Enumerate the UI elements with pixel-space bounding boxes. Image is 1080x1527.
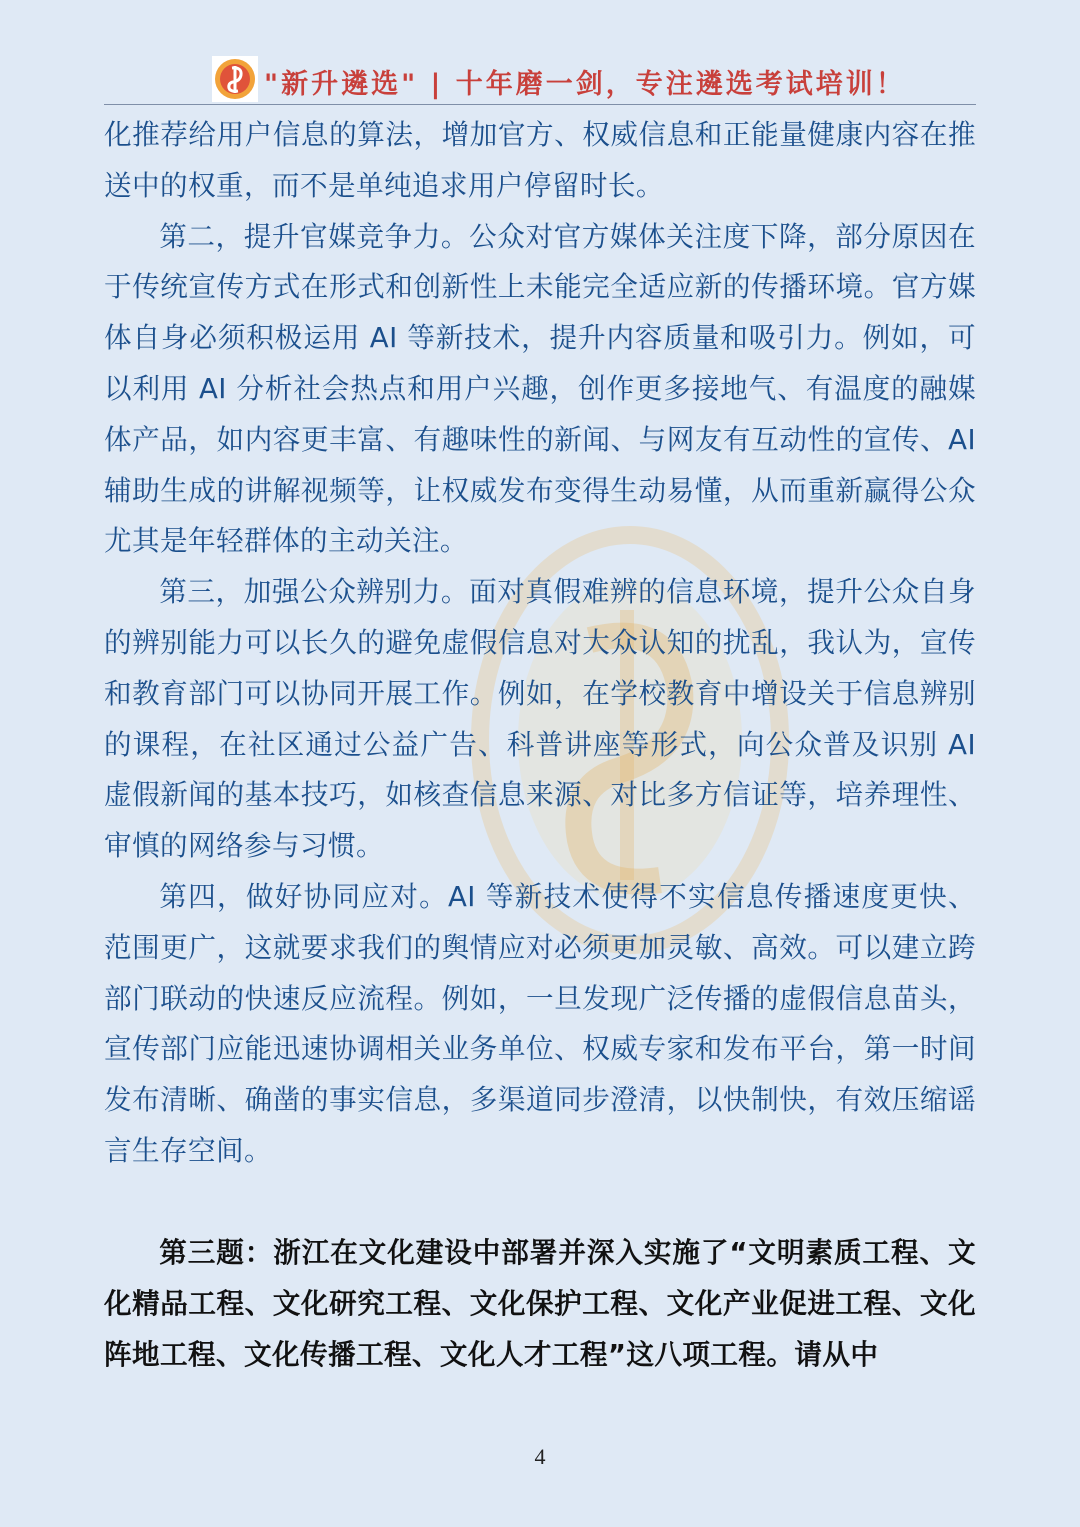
article-body	[104, 110, 976, 1177]
page-number: 4	[534, 1444, 546, 1469]
paragraph-point-three: 第三，加强公众辨别力。面对真假难辨的信息环境，提升公众自身的辨别能力可以长久的避免虚假信息对大众认知的扰乱，我认为，宣传和教育部门可以协同开展工作。例如，在学校教育中增设关于信息辨别的课程，在社区通过公益广告、科普讲座等形式，向公众普及识别 AI 虚假新闻的基本技巧，如核查信息来源、对比多方信证等，培养理性、审慎的网络参与习惯。	[104, 575, 976, 863]
question-three: 第三题：浙江在文化建设中部署并深入实施了“文明素质工程、文化精品工程、文化研究工程、文化保护工程、文化产业促进工程、文化阵地工程、文化传播工程、文化人才工程”这八项工程。请从中	[104, 1236, 976, 1371]
xinsheng-logo-icon	[212, 56, 258, 102]
paragraph-continuation: 化推荐给用户信息的算法，增加官方、权威信息和正能量健康内容在推送中的权重，而不是单纯追求用户停留时长。	[104, 118, 976, 202]
paragraph-point-two: 第二，提升官媒竞争力。公众对官方媒体关注度下降，部分原因在于传统宣传方式在形式和创新性上未能完全适应新的传播环境。官方媒体自身必须积极运用 AI 等新技术，提升内容质量和吸引力。例如，可以利用 AI 分析社会热点和用户兴趣，创作更多接地气、有温度的融媒体产品，如内容更丰富、有趣味性的新闻、与网友有互动性的宣传、AI 辅助生成的讲解视频等，让权威发布变得生动易懂，从而重新赢得公众尤其是年轻群体的主动关注。	[104, 219, 976, 558]
header-slogan: "新升遴选" | 十年磨一剑，专注遴选考试培训！	[264, 69, 906, 100]
paragraph-point-four: 第四，做好协同应对。AI 等新技术使得不实信息传播速度更快、范围更广，这就要求我们的舆情应对必须更加灵敏、高效。可以建立跨部门联动的快速反应流程。例如，一旦发现广泛传播的虚假信息苗头，宣传部门应能迅速协调相关业务单位、权威专家和发布平台，第一时间发布清晰、确凿的事实信息，多渠道同步澄清，以快制快，有效压缩谣言生存空间。	[104, 879, 976, 1167]
